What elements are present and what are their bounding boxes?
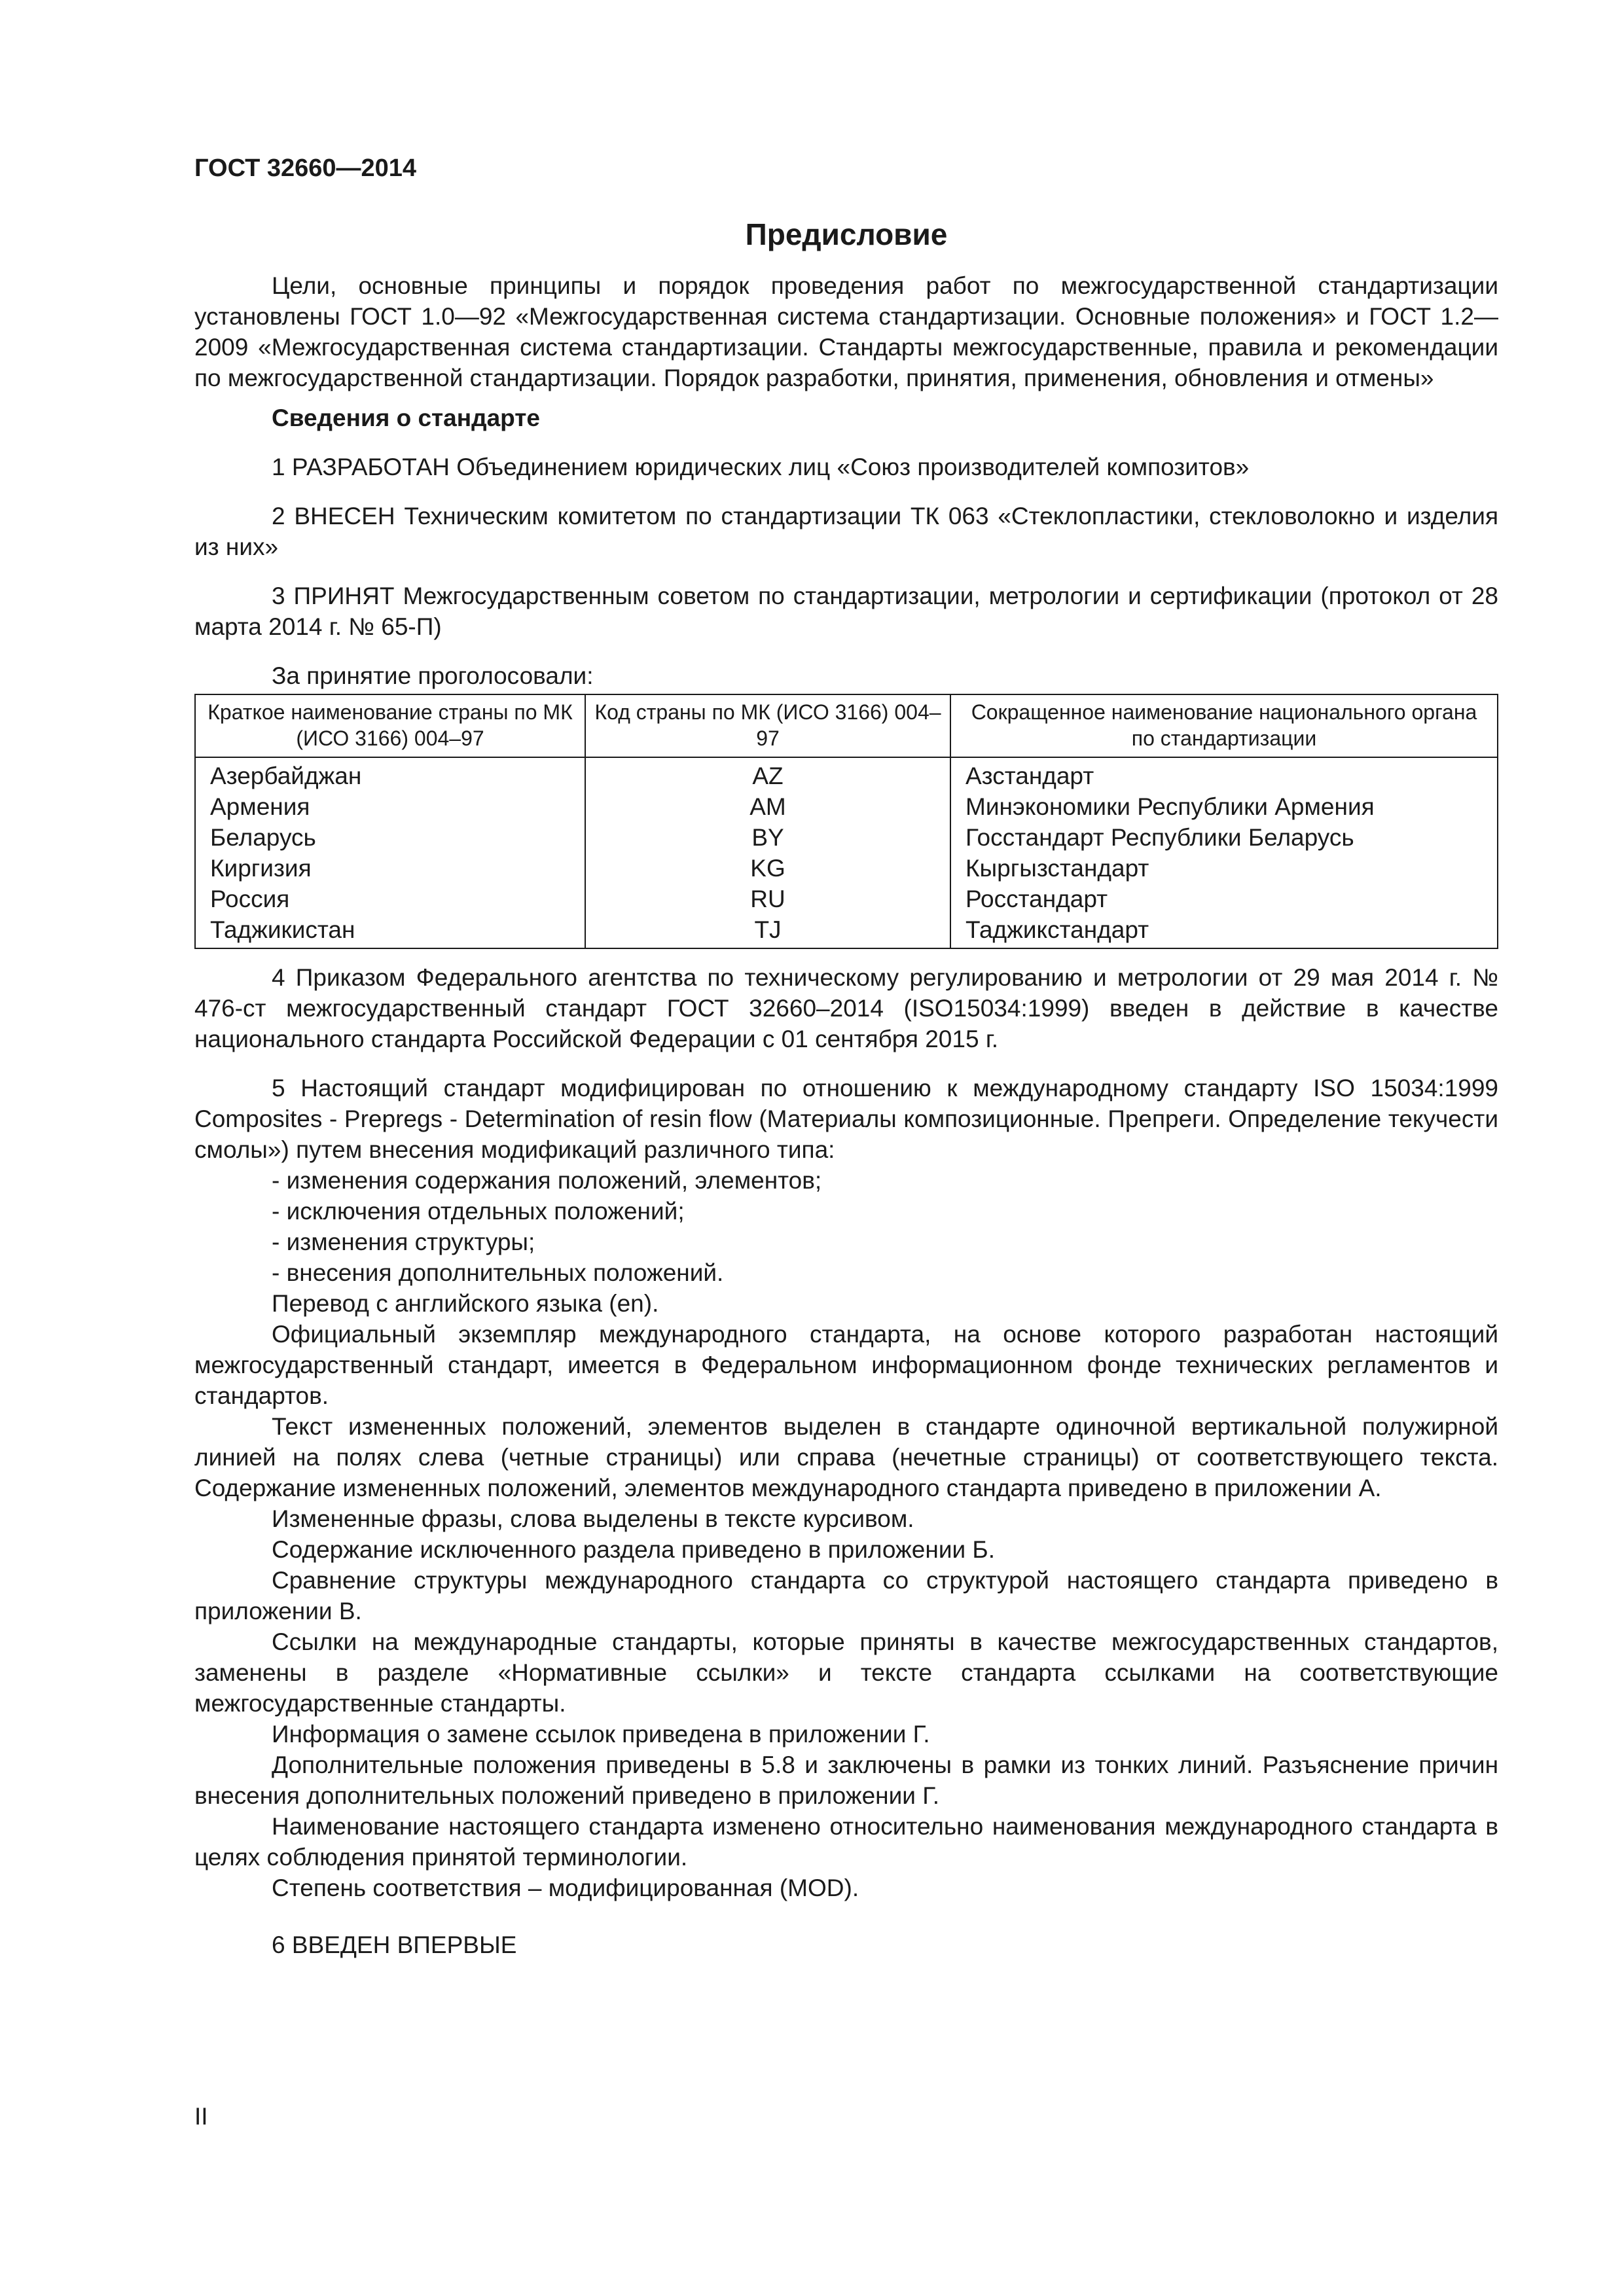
national-body: Азстандарт xyxy=(950,757,1498,791)
item-3: 3 ПРИНЯТ Межгосударственным советом по стандартизации, метрологии и сертификации (протокол от 28 марта 2014 г. № 65-П) xyxy=(194,583,1498,640)
note-paragraph: Измененные фразы, слова выделены в тексте курсивом. xyxy=(272,1505,914,1532)
national-body: Госстандарт Республики Беларусь xyxy=(950,822,1498,853)
country-name: Беларусь xyxy=(195,822,585,853)
table-row xyxy=(195,853,1498,884)
country-name: Россия xyxy=(195,884,585,914)
section-heading: Сведения о стандарте xyxy=(272,404,540,431)
item-4: 4 Приказом Федерального агентства по техническому регулированию и метрологии от 29 мая 2014 г. № 476-ст межгосударственный стандарт ГОСТ 32660–2014 (ISO15034:1999) введен в действие в качестве национального стандарта Российской Федерации с 01 сентября 2015 г. xyxy=(194,964,1498,1052)
country-code: KG xyxy=(585,853,950,884)
modification-item: - исключения отдельных положений; xyxy=(272,1198,685,1225)
item-1: 1 РАЗРАБОТАН Объединением юридических лиц «Союз производителей композитов» xyxy=(272,454,1250,480)
note-paragraph: Официальный экземпляр международного стандарта, на основе которого разработан настоящий межгосударственный стандарт, имеется в Федеральном информационном фонде технических регламентов и стандартов. xyxy=(194,1321,1498,1409)
national-body: Росстандарт xyxy=(950,884,1498,914)
document-body xyxy=(194,270,1498,1960)
national-body: Таджикстандарт xyxy=(950,914,1498,948)
table-row xyxy=(195,791,1498,822)
country-code: RU xyxy=(585,884,950,914)
country-code: TJ xyxy=(585,914,950,948)
note-paragraph: Информация о замене ссылок приведена в приложении Г. xyxy=(272,1721,930,1748)
modification-item: - изменения содержания положений, элементов; xyxy=(272,1167,822,1194)
table-header-row xyxy=(195,694,1498,757)
table-row xyxy=(195,914,1498,948)
item-2: 2 ВНЕСЕН Техническим комитетом по стандартизации ТК 063 «Стеклопластики, стекловолокно и изделия из них» xyxy=(194,503,1498,560)
table-row xyxy=(195,884,1498,914)
intro-paragraph: Цели, основные принципы и порядок проведения работ по межгосударственной стандартизации установлены ГОСТ 1.0—92 «Межгосударственная система стандартизации. Основные положения» и ГОСТ 1.2—2009 «Межгосударственная система стандартизации. Стандарты межгосударственные, правила и рекомендации по межгосударственной стандартизации. Порядок разработки, принятия, применения, обновления и отмены» xyxy=(194,272,1498,391)
note-paragraph: Сравнение структуры международного стандарта со структурой настоящего стандарта приведено в приложении В. xyxy=(194,1567,1498,1624)
country-name: Таджикистан xyxy=(195,914,585,948)
modification-item: - изменения структуры; xyxy=(272,1229,535,1255)
country-code: AM xyxy=(585,791,950,822)
note-paragraph: Ссылки на международные стандарты, которые приняты в качестве межгосударственных стандартов, заменены в разделе «Нормативные ссылки» и тексте стандарта ссылками на соответствующие межгосударственные стандарты. xyxy=(194,1628,1498,1717)
national-body: Минэкономики Республики Армения xyxy=(950,791,1498,822)
note-paragraph: Перевод с английского языка (en). xyxy=(272,1290,659,1317)
modification-item: - внесения дополнительных положений. xyxy=(272,1259,724,1286)
note-paragraph: Наименование настоящего стандарта изменено относительно наименования международного стандарта в целях соблюдения принятой терминологии. xyxy=(194,1813,1498,1871)
table-row xyxy=(195,822,1498,853)
vote-caption: За принятие проголосовали: xyxy=(272,662,594,689)
country-name: Киргизия xyxy=(195,853,585,884)
country-code: BY xyxy=(585,822,950,853)
country-code: AZ xyxy=(585,757,950,791)
note-paragraph: Дополнительные положения приведены в 5.8 и заключены в рамки из тонких линий. Разъяснение причин внесения дополнительных положений приведено в приложении Г. xyxy=(194,1751,1498,1809)
item-5: 5 Настоящий стандарт модифицирован по отношению к международному стандарту ISO 15034:1999 Composites - Prepregs - Determination of resin flow (Материалы композиционные. Препреги. Определение текучести смолы») путем внесения модификаций различного типа: xyxy=(194,1075,1498,1163)
page-title: Предисловие xyxy=(745,217,948,251)
page-number: II xyxy=(194,2103,208,2130)
table-header-cell: Краткое наименование страны по МК (ИСО 3166) 004–97 xyxy=(195,694,585,757)
note-paragraph: Степень соответствия – модифицированная (MOD). xyxy=(272,1874,859,1901)
table-header-cell: Сокращенное наименование национального органа по стандартизации xyxy=(950,694,1498,757)
note-paragraph: Текст измененных положений, элементов выделен в стандарте одиночной вертикальной полужирной линией на полях слева (четные страницы) или справа (нечетные страницы) от соответствующего текста. Содержание измененных положений, элементов международного стандарта приведено в приложении А. xyxy=(194,1413,1498,1501)
document-id: ГОСТ 32660—2014 xyxy=(194,154,417,182)
voting-table xyxy=(194,694,1498,949)
country-name: Армения xyxy=(195,791,585,822)
note-paragraph: Содержание исключенного раздела приведено в приложении Б. xyxy=(272,1536,995,1563)
table-row xyxy=(195,757,1498,791)
country-name: Азербайджан xyxy=(195,757,585,791)
national-body: Кыргызстандарт xyxy=(950,853,1498,884)
item-6: 6 ВВЕДЕН ВПЕРВЫЕ xyxy=(272,1931,517,1958)
table-header-cell: Код страны по МК (ИСО 3166) 004–97 xyxy=(585,694,950,757)
